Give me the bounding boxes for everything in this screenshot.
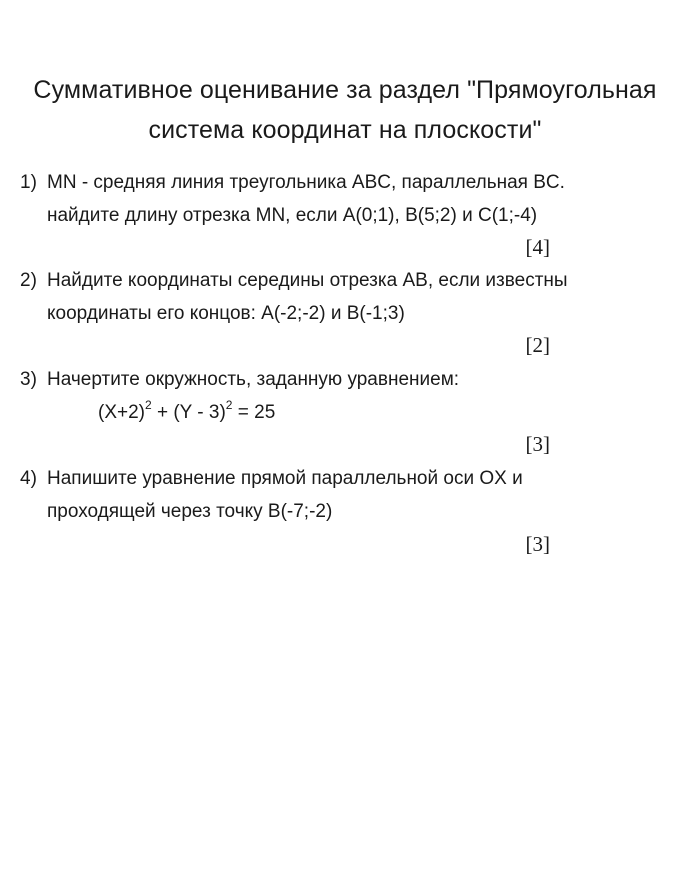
formula-exponent-1: 2 xyxy=(145,397,152,412)
circle-equation xyxy=(20,396,670,429)
task-3 xyxy=(20,363,670,429)
formula-part-2: + (Y - 3) xyxy=(151,402,226,423)
task-2 xyxy=(20,264,670,330)
task-4-line-1: Напишите уравнение прямой параллельной оси OX и xyxy=(47,468,523,489)
worksheet-title xyxy=(0,70,690,150)
task-2-line-2: координаты его концов: A(-2;-2) и B(-1;3) xyxy=(47,303,405,324)
task-2-score: [2] xyxy=(525,333,550,357)
task-1-line-2: найдите длину отрезка MN, если A(0;1), B(5;2) и C(1;-4) xyxy=(47,205,538,226)
task-4-number: 4) xyxy=(20,468,37,489)
task-3-score: [3] xyxy=(525,432,550,456)
task-3-number: 3) xyxy=(20,369,37,390)
task-4-score: [3] xyxy=(525,532,550,556)
task-4-line-2: проходящей через точку B(-7;-2) xyxy=(47,501,333,522)
formula-exponent-2: 2 xyxy=(225,397,233,412)
formula-part-1: (X+2) xyxy=(98,402,145,423)
task-3-line-1: Начертите окружность, заданную уравнением: xyxy=(47,369,460,390)
task-1-score: [4] xyxy=(525,235,550,259)
task-4 xyxy=(20,462,670,528)
task-1-line-1: MN - средняя линия треугольника ABC, параллельная BC. xyxy=(47,172,565,193)
formula-part-3: = 25 xyxy=(232,402,276,423)
task-1 xyxy=(20,166,670,232)
task-1-number: 1) xyxy=(20,172,37,193)
title-line-2: система координат на плоскости" xyxy=(148,116,542,144)
title-line-1: Суммативное оценивание за раздел "Прямоугольная xyxy=(33,76,657,104)
task-2-number: 2) xyxy=(20,270,37,291)
task-2-line-1: Найдите координаты середины отрезка AB, если известны xyxy=(47,270,568,291)
